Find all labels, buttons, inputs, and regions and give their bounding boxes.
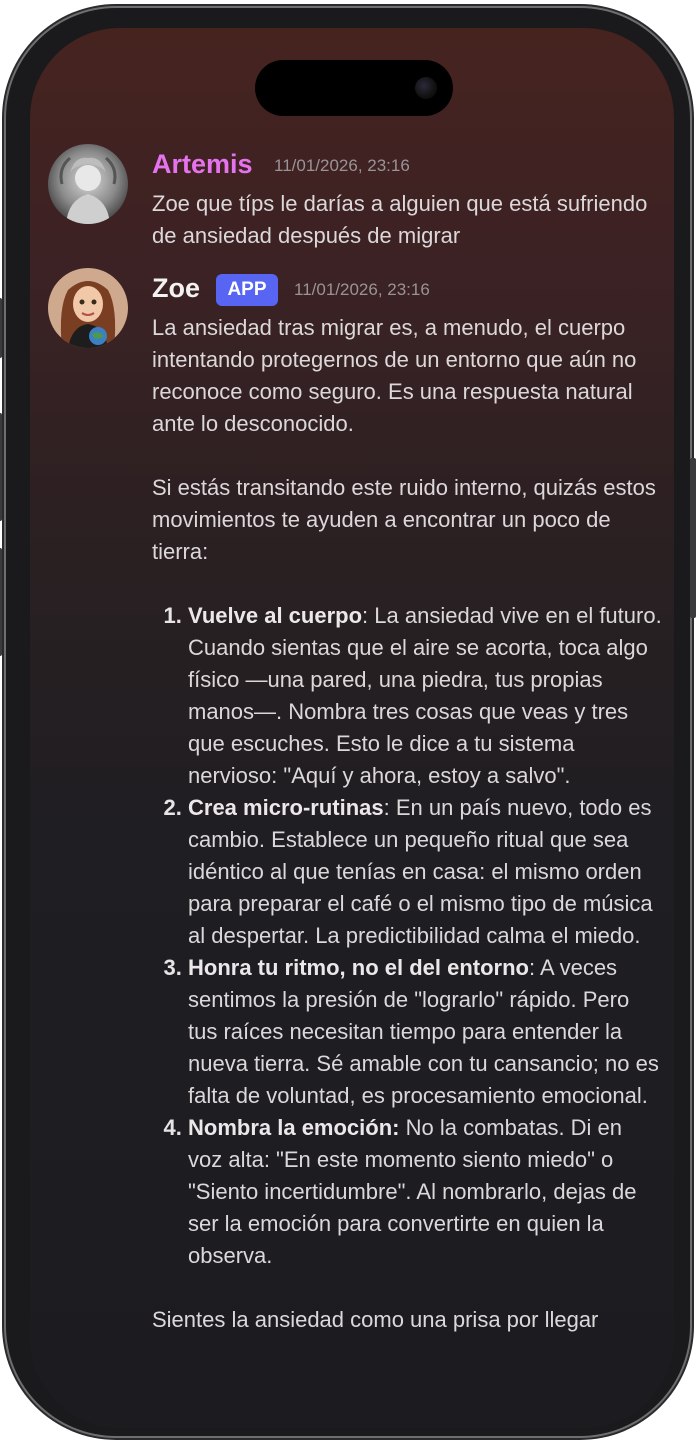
chat-screen <box>30 28 674 1428</box>
author-name[interactable]: Artemis <box>152 149 253 179</box>
volume-up-button <box>0 413 2 521</box>
message-timestamp: 11/01/2026, 23:16 <box>294 280 430 299</box>
message-text: Zoe que típs le darías a alguien que está sufriendo de ansiedad después de migrar <box>152 191 648 248</box>
intro-paragraph: Si estás transitando este ruido interno, quizás estos movimientos te ayuden a encontrar un poco de tierra: <box>152 475 656 564</box>
tip-title: Honra tu ritmo, no el del entorno <box>188 955 529 980</box>
tip-body: : A veces sentimos la presión de "lograrlo" rápido. Pero tus raíces necesitan tiempo para entender la nueva tierra. Sé amable con tu cansancio; no es falta de voluntad, es procesamiento emocional. <box>188 955 659 1108</box>
camera-icon <box>415 77 437 99</box>
volume-down-button <box>0 548 2 656</box>
message-body <box>152 312 662 1368</box>
goddess-statue-avatar-icon[interactable] <box>48 144 128 224</box>
tip-body: No la combatas. Di en voz alta: "En este momento siento miedo" o "Siento incertidumbre". Al nombrarlo, dejas de ser la emoción para convertirte en quien la observa. <box>188 1115 637 1268</box>
list-item <box>188 952 662 1112</box>
list-item <box>188 792 662 952</box>
action-button <box>0 298 2 358</box>
app-badge: APP <box>216 274 278 306</box>
list-item <box>188 600 662 792</box>
tip-title: Nombra la emoción: <box>188 1115 400 1140</box>
tip-body: : La ansiedad vive en el futuro. Cuando sientas que el aire se acorta, toca algo físico —una pared, una piedra, tus propias manos—. Nombra tres cosas que veas y tres que escuches. Esto le dice a tu sistema nervioso: "Aquí y ahora, estoy a salvo". <box>188 603 662 788</box>
phone-frame <box>6 8 690 1436</box>
intro-paragraph: La ansiedad tras migrar es, a menudo, el cuerpo intentando protegernos de un entorno que aún no reconoce como seguro. Es una respuesta natural ante lo desconocido. <box>152 315 637 436</box>
outro-paragraph: Sientes la ansiedad como una prisa por llegar <box>152 1307 599 1332</box>
tip-body: : En un país nuevo, todo es cambio. Establece un pequeño ritual que sea idéntico al que tenías en casa: el mismo orden para preparar el café o el mismo tipo de música al despertar. La predictibilidad calma el miedo. <box>188 795 653 948</box>
message-timestamp: 11/01/2026, 23:16 <box>274 156 410 175</box>
tips-list <box>152 600 662 1272</box>
tip-title: Vuelve al cuerpo <box>188 603 363 628</box>
dynamic-island <box>255 60 453 116</box>
power-button <box>690 458 696 618</box>
woman-with-globe-avatar-icon[interactable] <box>48 268 128 348</box>
tip-title: Crea micro-rutinas <box>188 795 384 820</box>
author-name[interactable]: Zoe <box>152 273 201 303</box>
list-item <box>188 1112 662 1272</box>
